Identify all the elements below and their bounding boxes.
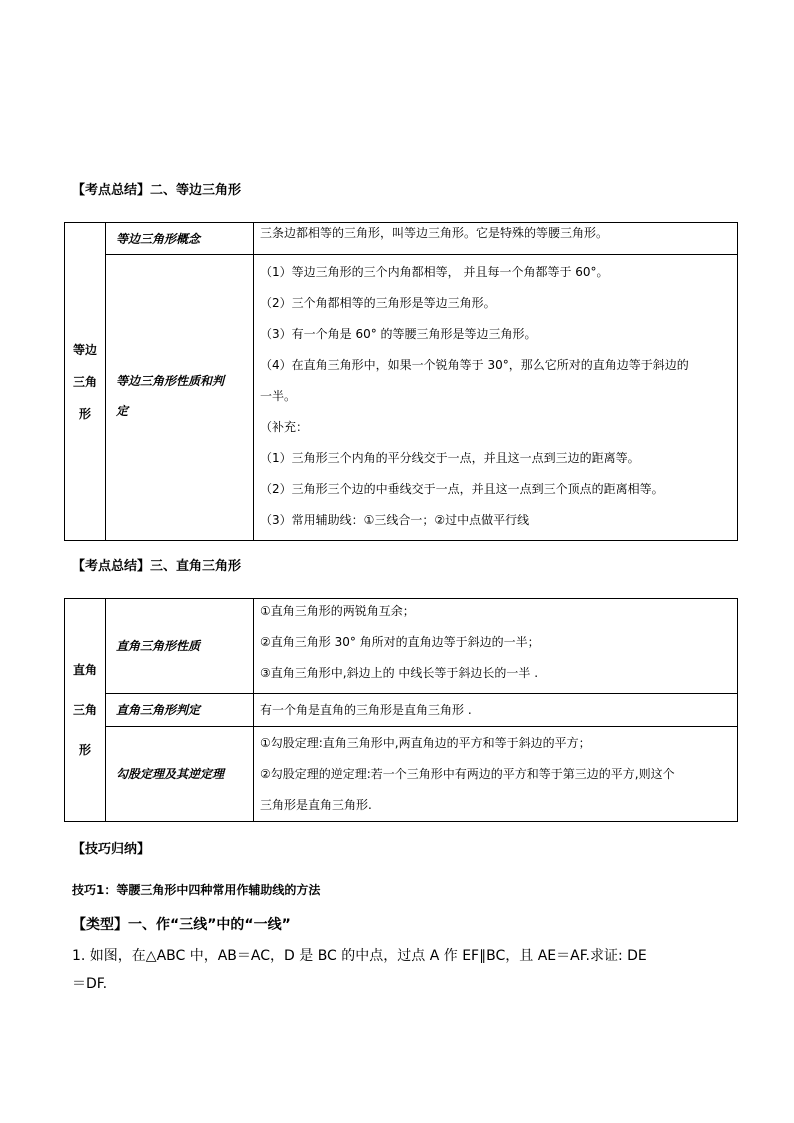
side-label-line: 三角 (72, 374, 97, 389)
row-label-concept: 等边三角形概念 (106, 223, 254, 255)
table-side-label (65, 599, 106, 822)
text-line: （1）等边三角形的三个内角都相等， 并且每一个角都等于 60°。 (260, 265, 609, 279)
text-line: 有一个角是直角的三角形是直角三角形 . (260, 703, 472, 717)
type-heading: 【类型】一、作“三线”中的“一线” (72, 917, 291, 933)
pythagorean-text (254, 727, 738, 822)
criteria-text (254, 694, 738, 727)
question-line: ＝DF. (72, 976, 108, 992)
text-line: ②直角三角形 30° 角所对的直角边等于斜边的一半； (260, 635, 540, 649)
concept-text (254, 223, 738, 255)
properties-text (254, 599, 738, 694)
row-label-properties (106, 255, 254, 541)
side-label-line: 直角 (72, 663, 97, 677)
text-line: 一半。 (260, 389, 297, 403)
text-line: （3）有一个角是 60° 的等腰三角形是等边三角形。 (260, 327, 537, 341)
section-heading-right-triangle: 【考点总结】三、直角三角形 (72, 559, 242, 574)
text-line: （补充： (260, 420, 309, 434)
side-label-line: 等边 (72, 342, 97, 357)
text-line: 三角形是直角三角形. (260, 798, 372, 812)
tip-1-title: 技巧1：等腰三角形中四种常用作辅助线的方法 (72, 883, 321, 897)
row-label-pythagorean: 勾股定理及其逆定理 (106, 727, 254, 822)
text-line: ②勾股定理的逆定理:若一个三角形中有两边的平方和等于第三边的平方,则这个 (260, 767, 675, 781)
table-side-label (65, 223, 106, 541)
text-line: ③直角三角形中,斜边上的 中线长等于斜边长的一半 . (260, 666, 539, 680)
equilateral-triangle-table (64, 222, 738, 541)
tips-heading: 【技巧归纳】 (72, 842, 151, 857)
side-label-line: 三角 (72, 703, 97, 717)
text-line: （1）三角形三个内角的平分线交于一点，并且这一点到三边的距离等。 (260, 451, 640, 465)
text-line: ①直角三角形的两锐角互余； (260, 604, 415, 618)
question-line: 1. 如图，在△ABC 中，AB＝AC，D 是 BC 的中点，过点 A 作 EF∥BC，且 AE＝AF.求证: DE (72, 948, 647, 964)
text-line: ①勾股定理:直角三角形中,两直角边的平方和等于斜边的平方； (260, 736, 591, 750)
question-1 (72, 942, 647, 998)
side-label-line: 形 (78, 743, 91, 757)
row-label-criteria: 直角三角形判定 (106, 694, 254, 727)
label-line: 定 (116, 403, 129, 418)
row-label-properties: 直角三角形性质 (106, 599, 254, 694)
text-line: （2）三个角都相等的三角形是等边三角形。 (260, 296, 496, 310)
text-line: （2）三角形三个边的中垂线交于一点，并且这一点到三个顶点的距离相等。 (260, 482, 664, 496)
text-line: （3）常用辅助线：①三线合一；②过中点做平行线 (260, 513, 530, 527)
section-heading-equilateral: 【考点总结】二、等边三角形 (72, 183, 242, 198)
properties-text (254, 255, 738, 541)
right-triangle-table (64, 598, 738, 822)
text-line: 三条边都相等的三角形，叫等边三角形。它是特殊的等腰三角形。 (260, 226, 609, 240)
label-line: 等边三角形性质和判 (116, 373, 225, 388)
side-label-line: 形 (78, 406, 91, 421)
text-line: （4）在直角三角形中，如果一个锐角等于 30°，那么它所对的直角边等于斜边的 (260, 358, 689, 372)
